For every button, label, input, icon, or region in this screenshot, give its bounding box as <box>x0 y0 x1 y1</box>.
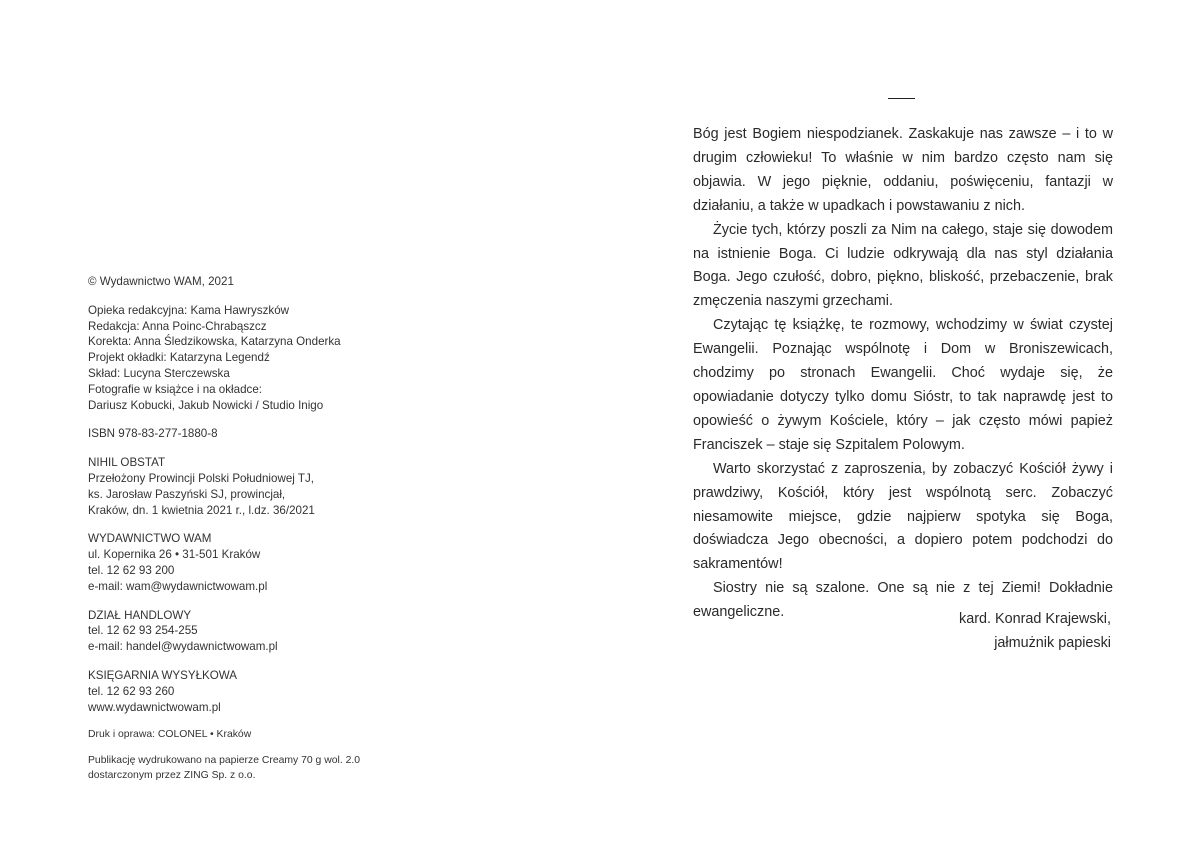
publisher-heading: WYDAWNICTWO WAM <box>88 532 212 546</box>
sales-phone: tel. 12 62 93 254-255 <box>88 624 198 638</box>
publisher-email: e-mail: wam@wydawnictwowam.pl <box>88 579 268 593</box>
paper-line: Publikację wydrukowano na papierze Creamy 70 g wol. 2.0 <box>88 754 361 766</box>
nihil-obstat-line: ks. Jarosław Paszyński SJ, prowincjał, <box>88 487 286 501</box>
credit-line: Redakcja: Anna Poinc-Chrabąszcz <box>88 319 267 333</box>
credit-line: Projekt okładki: Katarzyna Legendź <box>88 351 270 365</box>
credit-line: Skład: Lucyna Sterczewska <box>88 366 230 380</box>
nihil-obstat-line: Przełożony Prowincji Polski Południowej TJ, <box>88 471 314 485</box>
mail-order-phone: tel. 12 62 93 260 <box>88 684 175 698</box>
preface-paragraph: Siostry nie są szalone. One są nie z tej Ziemi! Dokładnie ewangeliczne. <box>693 580 1113 621</box>
preface-paragraph: Bóg jest Bogiem niespodzianek. Zaskakuje nas zawsze – i to w drugim człowieku! To właśnie w nim bardzo często nam się objawia. W jego pięknie, oddaniu, poświęceniu, fantazji w działaniu, a także w upadkach i powstawaniu z nich. <box>693 126 1113 214</box>
signature-name: kard. Konrad Krajewski, <box>959 611 1111 627</box>
sales-heading: DZIAŁ HANDLOWY <box>88 608 192 622</box>
copyright-line: © Wydawnictwo WAM, 2021 <box>88 275 234 288</box>
preface-text <box>693 123 1113 625</box>
paper-block <box>88 754 508 783</box>
sales-email: e-mail: handel@wydawnictwowam.pl <box>88 640 278 654</box>
credit-line: Opieka redakcyjna: Kama Hawryszków <box>88 303 290 317</box>
mail-order-website: www.wydawnictwowam.pl <box>88 700 221 714</box>
nihil-obstat-line: Kraków, dn. 1 kwietnia 2021 r., l.dz. 36/2021 <box>88 503 315 517</box>
copyright-block <box>88 274 508 290</box>
printing-line: Druk i oprawa: COLONEL • Kraków <box>88 729 252 741</box>
credit-line: Fotografie w książce i na okładce: <box>88 382 262 396</box>
section-dash-divider <box>888 98 915 99</box>
preface-paragraph: Warto skorzystać z zaproszenia, by zobaczyć Kościół żywy i prawdziwy, Kościół, który jest wspólnotą serc. Zobaczyć niesamowite miejsce, gdzie najpierw spotyka się Boga, doświadcza Jego obecności, a dopiero potem podchodzi do sakramentów! <box>693 460 1113 573</box>
signature-title: jałmużnik papieski <box>994 634 1111 651</box>
publisher-address: ul. Kopernika 26 • 31-501 Kraków <box>88 548 261 562</box>
nihil-obstat-block <box>88 455 508 518</box>
publisher-phone: tel. 12 62 93 200 <box>88 563 175 577</box>
credit-line: Dariusz Kobucki, Jakub Nowicki / Studio Inigo <box>88 398 324 412</box>
publisher-block <box>88 531 508 594</box>
colophon <box>88 274 508 794</box>
preface-paragraph: Czytając tę książkę, te rozmowy, wchodzimy w świat czystej Ewangelii. Poznając wspólnotę i Dom w Broniszewicach, chodzimy po stronach Ewangelii. Choć wydaje się, że opowiadanie dotyczy tylko domu Sióstr, to tak naprawdę jest to opowieść o żywym Kościele, który – jak często mówi papież Franciszek – staje się Szpitalem Polowym. <box>693 317 1113 453</box>
mail-order-block <box>88 668 508 715</box>
isbn-block <box>88 426 508 442</box>
preface-paragraph: Życie tych, którzy poszli za Nim na całego, staje się dowodem na istnienie Boga. Ci ludzie odkrywają dla nas styl działania Boga. Jego czułość, dobro, piękno, bliskość, przebaczenie, brak zmęczenia naszymi grzechami. <box>693 221 1113 310</box>
printing-block <box>88 728 508 743</box>
isbn: ISBN 978-83-277-1880-8 <box>88 427 218 441</box>
credits-block <box>88 303 508 414</box>
credit-line: Korekta: Anna Śledzikowska, Katarzyna Onderka <box>88 335 341 349</box>
signature <box>693 608 1111 656</box>
mail-order-heading: KSIĘGARNIA WYSYŁKOWA <box>88 668 238 682</box>
right-page <box>600 0 1200 853</box>
nihil-obstat-heading: NIHIL OBSTAT <box>88 456 166 470</box>
sales-block <box>88 608 508 655</box>
paper-line: dostarczonym przez ZING Sp. z o.o. <box>88 769 256 781</box>
